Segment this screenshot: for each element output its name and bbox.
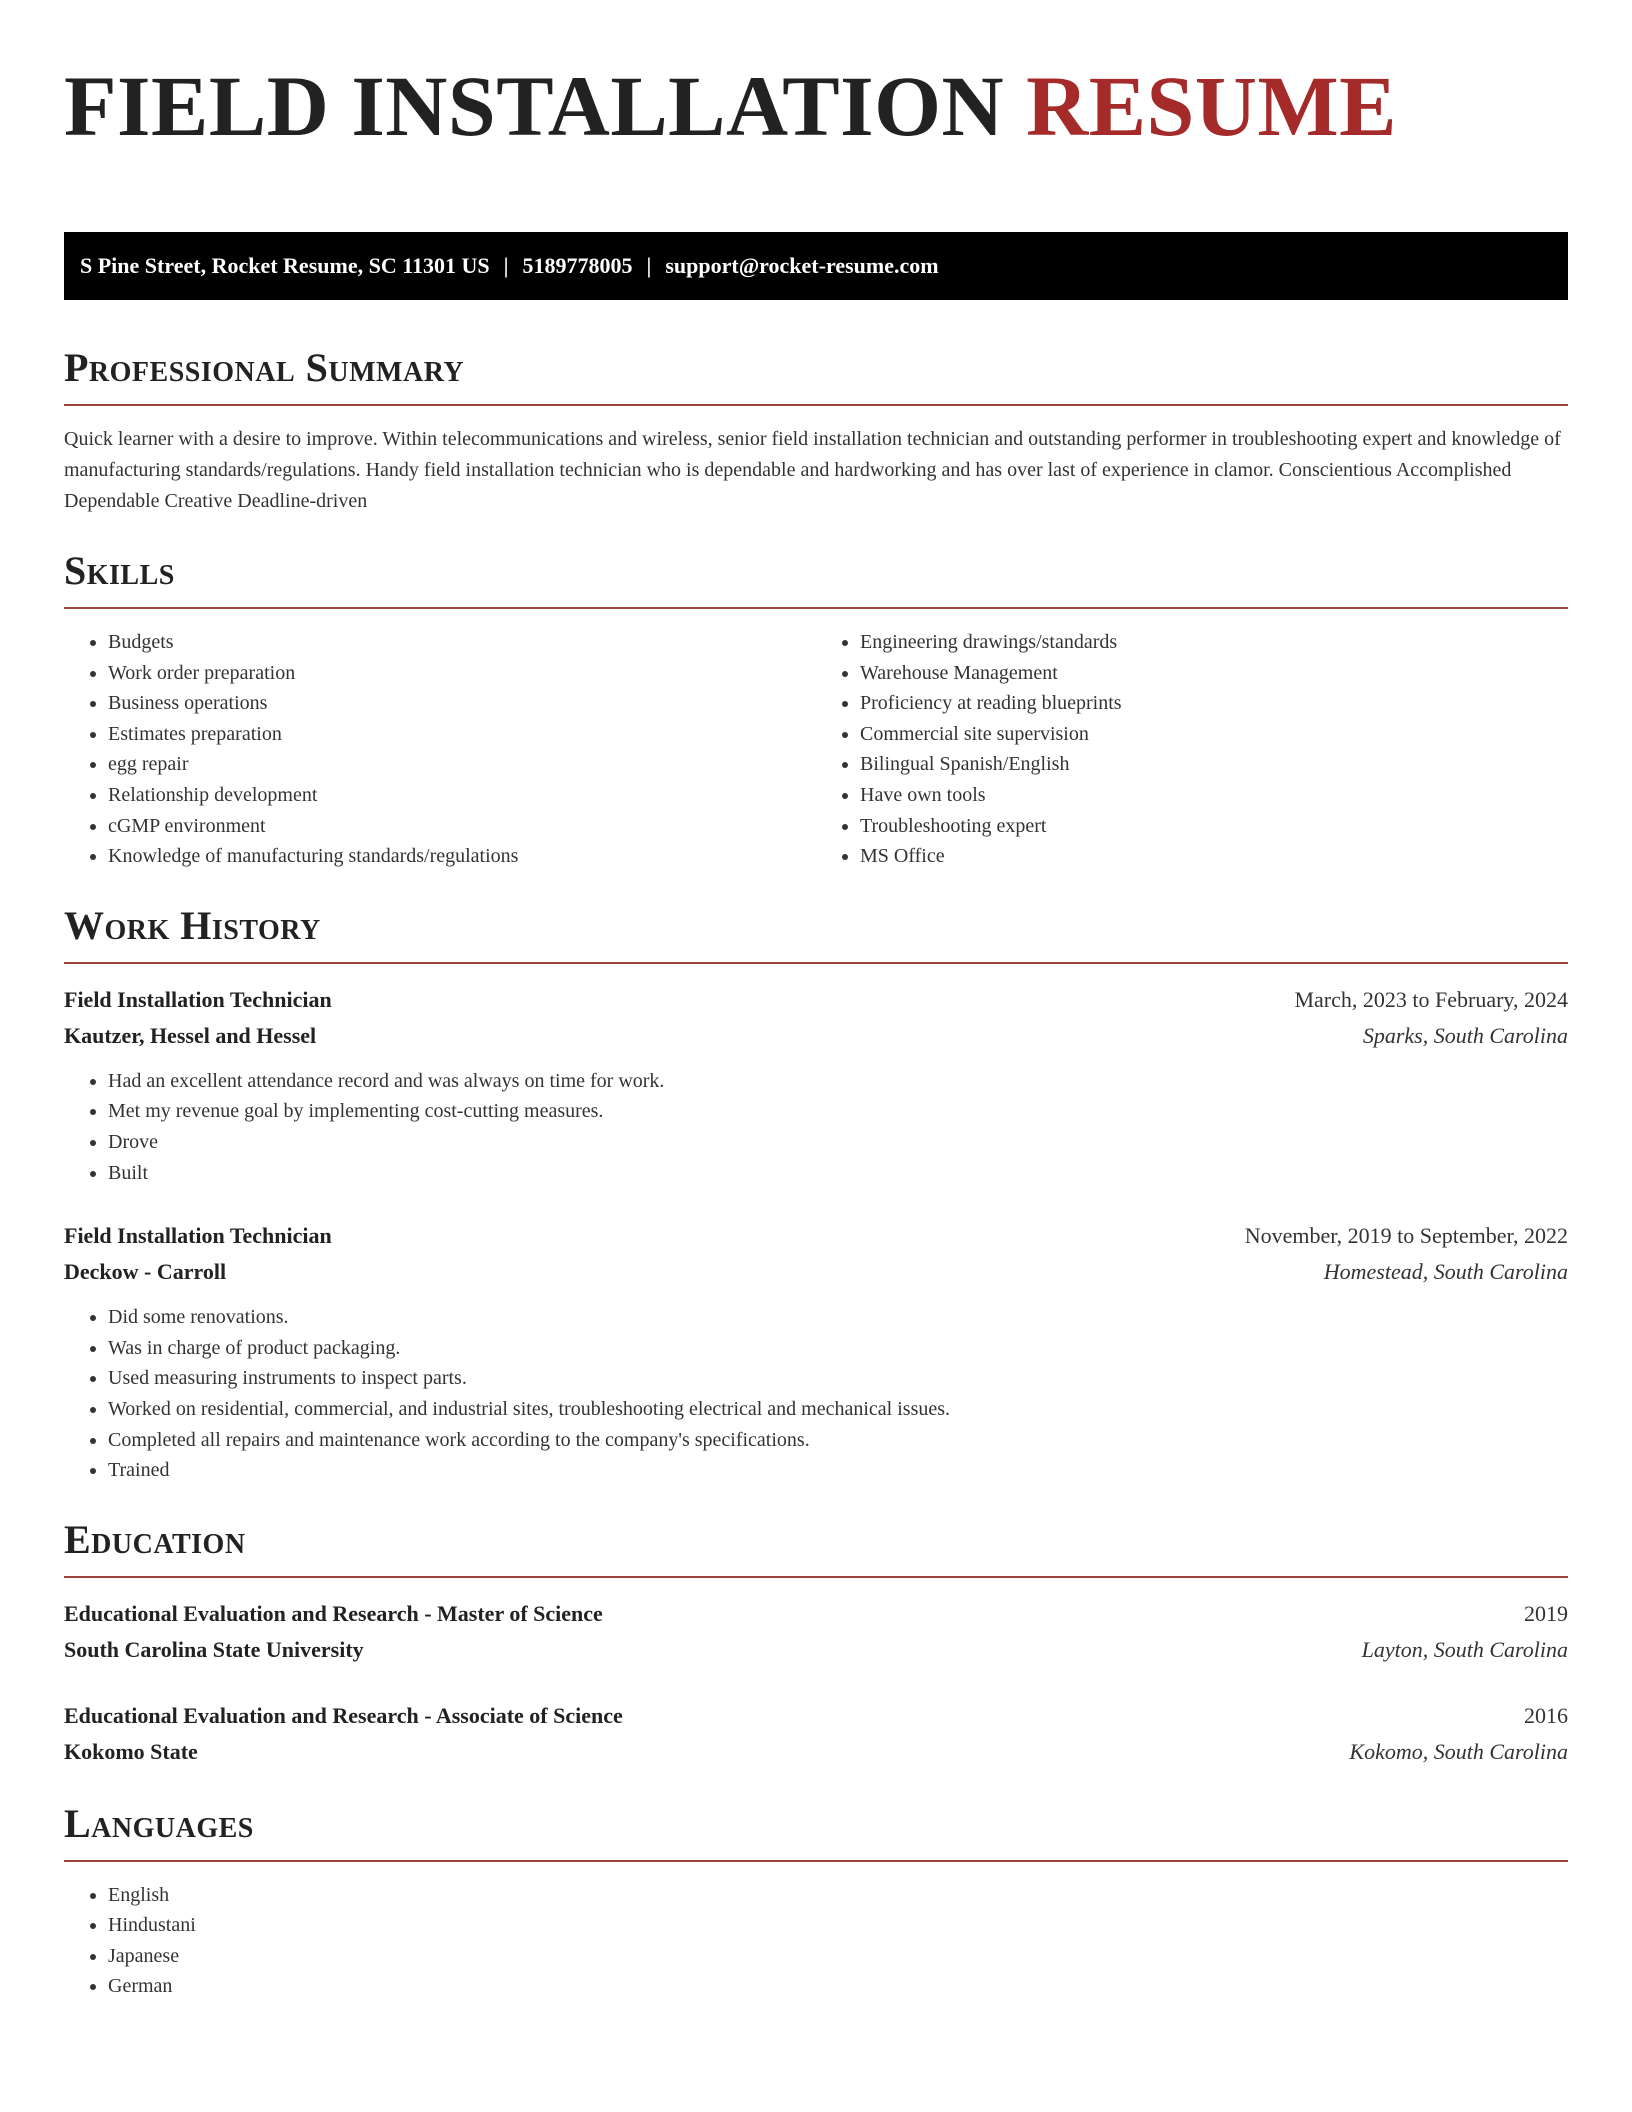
section-divider (64, 1860, 1568, 1862)
education-school: Kokomo State (64, 1738, 198, 1764)
contact-phone: 5189778005 (522, 253, 633, 278)
job-entry (64, 1218, 1568, 1486)
education-entry (64, 1698, 1568, 1770)
skill-item: • MS Office (860, 841, 1568, 872)
job-duty: • Trained (108, 1455, 1568, 1486)
skill-item: • Bilingual Spanish/English (860, 749, 1568, 780)
education-school-row (64, 1632, 1568, 1668)
job-duty: • Had an excellent attendance record and was always on time for work. (108, 1066, 1568, 1097)
job-duty: • Drove (108, 1127, 1568, 1158)
job-company-row (64, 1254, 1568, 1290)
language-item: • German (108, 1971, 1568, 2002)
education-year: 2016 (1524, 1702, 1568, 1728)
contact-bar (64, 232, 1568, 300)
skills-grid (64, 627, 1568, 872)
skill-item: • Relationship development (108, 780, 816, 811)
resume-title (64, 56, 1568, 156)
skill-item: • egg repair (108, 749, 816, 780)
skills-column-right (816, 627, 1568, 872)
skill-item: • Engineering drawings/standards (860, 627, 1568, 658)
skills-column-left (64, 627, 816, 872)
job-dates: March, 2023 to February, 2024 (1294, 986, 1568, 1012)
section-divider (64, 1576, 1568, 1578)
education-section (64, 1516, 1568, 1770)
skill-item: • Commercial site supervision (860, 719, 1568, 750)
education-entry (64, 1596, 1568, 1668)
language-item: • Japanese (108, 1941, 1568, 1972)
job-company: Kautzer, Hessel and Hessel (64, 1022, 317, 1048)
education-school-row (64, 1734, 1568, 1770)
job-company-row (64, 1018, 1568, 1054)
section-heading-work-history: Work History (64, 902, 321, 948)
skill-item: • Troubleshooting expert (860, 811, 1568, 842)
section-heading-education: Education (64, 1516, 246, 1562)
education-location: Kokomo, South Carolina (1349, 1738, 1568, 1764)
job-duty: • Used measuring instruments to inspect parts. (108, 1363, 1568, 1394)
languages-section (64, 1800, 1568, 2002)
job-location: Homestead, South Carolina (1323, 1259, 1568, 1285)
job-entry (64, 982, 1568, 1188)
contact-separator: | (646, 253, 652, 278)
skills-section (64, 547, 1568, 872)
skill-item: • Business operations (108, 688, 816, 719)
job-duty: • Worked on residential, commercial, and industrial sites, troubleshooting electrical and mechanical issues. (108, 1394, 1568, 1425)
job-duties-list (64, 1066, 1568, 1188)
contact-separator: | (503, 253, 509, 278)
skill-item: • Warehouse Management (860, 658, 1568, 689)
section-divider (64, 404, 1568, 406)
job-company: Deckow - Carroll (64, 1259, 227, 1285)
education-degree-row (64, 1596, 1568, 1632)
skill-item: • Budgets (108, 627, 816, 658)
languages-list (64, 1880, 1568, 2002)
skill-item: • cGMP environment (108, 811, 816, 842)
job-title: Field Installation Technician (64, 1223, 332, 1249)
summary-text: Quick learner with a desire to improve. Within telecommunications and wireless, senior field installation technician and outstanding performer in troubleshooting expert and knowledge of manufacturing standards/regulations. Handy field installation technician who is dependable and hardworking and has over last of experience in clamor. Conscientious Accomplished Dependable Creative Deadline-driven (64, 428, 1561, 512)
section-heading-summary: Professional Summary (64, 345, 465, 390)
section-heading-skills: Skills (64, 548, 175, 593)
job-dates: November, 2019 to September, 2022 (1244, 1223, 1568, 1249)
education-year: 2019 (1524, 1600, 1568, 1626)
section-heading-languages: Languages (64, 1800, 254, 1846)
contact-address: S Pine Street, Rocket Resume, SC 11301 US (80, 253, 490, 278)
job-header-row (64, 1218, 1568, 1254)
summary-section (64, 344, 1568, 517)
section-divider (64, 607, 1568, 609)
job-title: Field Installation Technician (64, 986, 332, 1012)
job-duty: • Did some renovations. (108, 1302, 1568, 1333)
education-degree: Educational Evaluation and Research - Master of Science (64, 1600, 603, 1626)
title-main: FIELD INSTALLATION (64, 58, 1005, 154)
skill-item: • Have own tools (860, 780, 1568, 811)
job-header-row (64, 982, 1568, 1018)
education-degree-row (64, 1698, 1568, 1734)
work-history-section (64, 902, 1568, 1486)
skill-item: • Work order preparation (108, 658, 816, 689)
job-duty: • Was in charge of product packaging. (108, 1333, 1568, 1364)
language-item: • Hindustani (108, 1910, 1568, 1941)
job-duty: • Built (108, 1158, 1568, 1189)
section-divider (64, 962, 1568, 964)
skill-item: • Estimates preparation (108, 719, 816, 750)
job-duty: • Completed all repairs and maintenance work according to the company's specifications. (108, 1425, 1568, 1456)
education-school: South Carolina State University (64, 1636, 364, 1662)
education-location: Layton, South Carolina (1361, 1636, 1568, 1662)
skill-item: • Proficiency at reading blueprints (860, 688, 1568, 719)
job-location: Sparks, South Carolina (1362, 1022, 1568, 1048)
job-duties-list (64, 1302, 1568, 1486)
language-item: • English (108, 1880, 1568, 1911)
education-degree: Educational Evaluation and Research - Associate of Science (64, 1702, 623, 1728)
contact-email: support@rocket-resume.com (665, 253, 939, 278)
job-duty: • Met my revenue goal by implementing cost-cutting measures. (108, 1096, 1568, 1127)
title-accent: RESUME (1026, 58, 1398, 154)
skill-item: • Knowledge of manufacturing standards/regulations (108, 841, 816, 872)
